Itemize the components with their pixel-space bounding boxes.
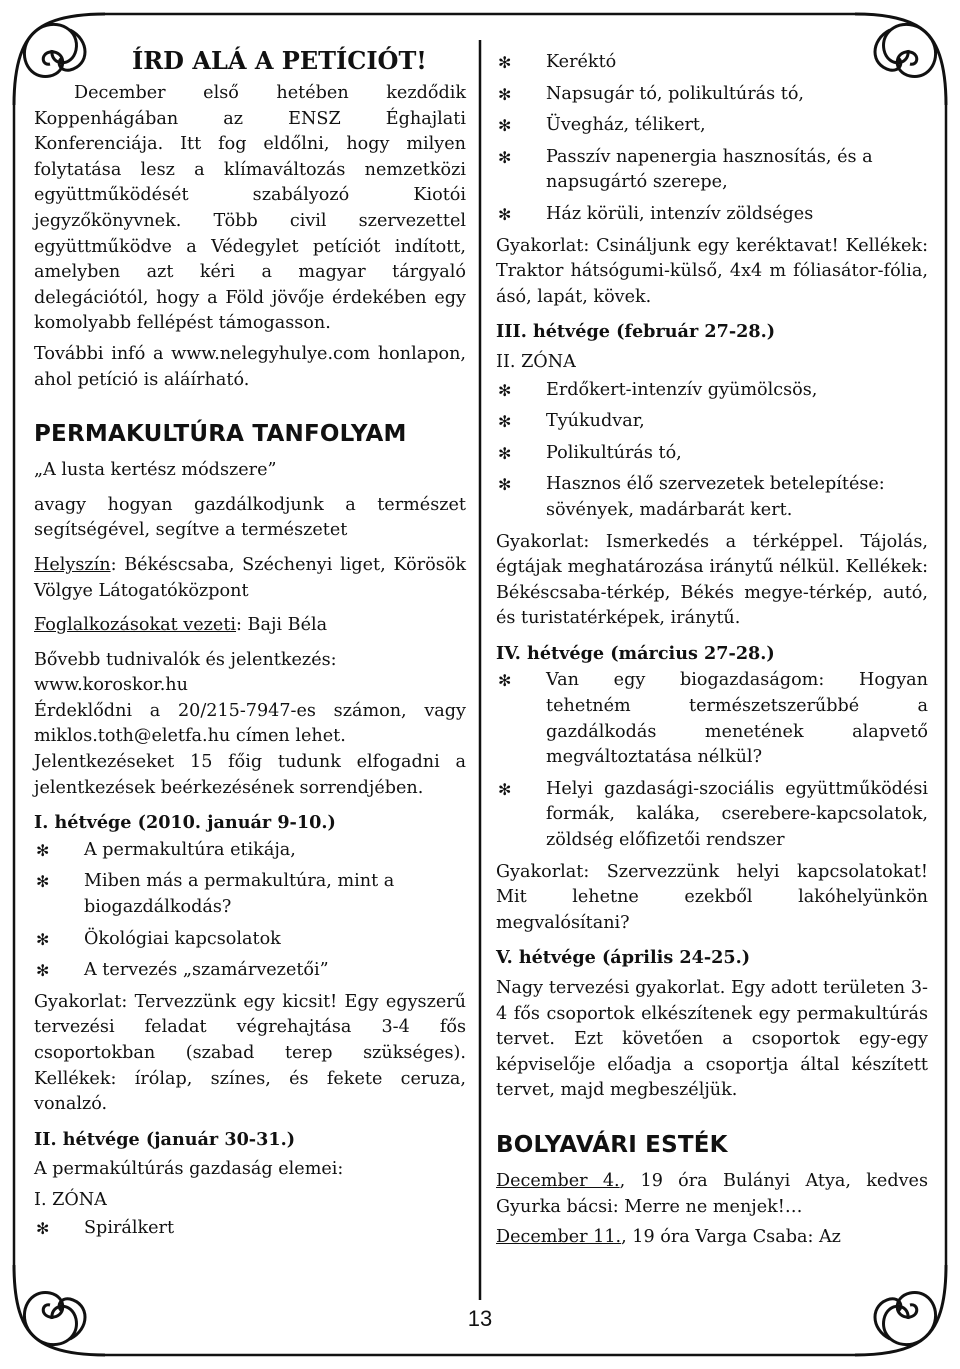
list-item: ✻ Üvegház, télikert, (496, 113, 928, 139)
list-item: ✻ A permakultúra etikája, (34, 838, 466, 864)
asterisk-bullet-icon: ✻ (36, 1218, 50, 1238)
weekend-2-intro: A permakúltúrás gazdaság elemei: (34, 1159, 344, 1180)
list-item: ✻ Spirálkert (34, 1216, 466, 1242)
weekend-4-title: IV. hétvége (március 27-28.) (496, 642, 775, 664)
weekend-4-practice: Gyakorlat: Szervezzünk helyi kapcsolatokat! Mit lehetne ezekből lakóhelyünkön megvalósítani? (496, 861, 928, 933)
location-value: : Békéscsaba, Széchenyi liget, Körösök Völgye Látogatóközpont (34, 554, 466, 601)
list-item: ✻ Tyúkudvar, (496, 409, 928, 435)
list-item: ✻ Van egy biogazdaságom: Hogyan tehetném természetszerűbbé a gazdálkodás menetének alapvető megváltoztatása nélkül? (498, 670, 928, 768)
list-item: ✻ Polikultúrás tó, (496, 441, 928, 467)
left-column (34, 46, 466, 1247)
leader-label: Foglalkozásokat vezeti (34, 615, 237, 636)
list-item: ✻ Hasznos élő szervezetek betelepítése: sövények, madárbarát kert. (498, 474, 885, 520)
weekend-3-title: III. hétvége (február 27-28.) (496, 321, 776, 343)
event-1-text: , 19 óra Bulányi Atya, kedves Gyurka bácsi: Merre ne menjek!… (496, 1170, 928, 1217)
asterisk-bullet-icon: ✻ (498, 671, 512, 691)
course-subtitle-2: avagy hogyan gazdálkodjunk a természet segítségével, segítve a természetet (34, 494, 466, 541)
list-item: ✻ Helyi gazdasági-szociális együttműködési formák, kaláka, cserebere-kapcsolatok, zöldség előfizetői rendszer (498, 778, 928, 851)
list-item: ✻ Passzív napenergia hasznosítás, és a napsugártó szerepe, (498, 146, 873, 193)
asterisk-bullet-icon: ✻ (498, 116, 512, 136)
asterisk-bullet-icon: ✻ (36, 961, 50, 981)
course-subtitle: „A lusta kertész módszere” (34, 460, 277, 481)
list-item: ✻ Napsugár tó, polikultúrás tó, (496, 82, 928, 108)
event-1-date: December 4. (496, 1170, 620, 1191)
list-item: ✻ Ház körüli, intenzív zöldséges (496, 202, 928, 228)
petition-more-info: További infó a www.nelegyhulye.com honlapon, ahol petíció is aláírható. (34, 343, 466, 390)
asterisk-bullet-icon: ✻ (498, 779, 512, 799)
weekend-5-title: V. hétvége (április 24-25.) (496, 947, 751, 969)
event-2-date: December 11. (496, 1227, 622, 1248)
list-item: ✻ Keréktó (496, 50, 928, 76)
course-location (34, 553, 466, 604)
list-item: ✻ Miben más a permakultúra, mint a biogazdálkodás? (36, 871, 395, 918)
petition-intro: December első hetében kezdődik Koppenhágában az ENSZ Éghajlati Konferenciája. Itt fog eldőlni, hogy milyen folytatása lesz a klímaváltozás nemzetközi együttműködését szabályozó Kiotói jegyzőkönyvnek. Több civil szervezettel együttműködve a Védegylet petíciót indított, amelyben azt kéri a magyar tárgyaló delegációtól, hogy a Föld jövője érdekében egy komolyabb fellépést támogasson. (34, 83, 466, 334)
asterisk-bullet-icon: ✻ (36, 872, 50, 892)
weekend-1-practice: Gyakorlat: Tervezzünk egy kicsit! Egy egyszerű tervezési feladat végrehajtása 3-4 fős csoportokban (szabad terep szükséges). Kellékek: írólap, színes, és fekete ceruza, vonalzó. (34, 991, 466, 1115)
asterisk-bullet-icon: ✻ (498, 412, 512, 432)
list-item: ✻ Ökológiai kapcsolatok (34, 927, 466, 953)
zone-1-label: I. ZÓNA (34, 1189, 107, 1210)
weekend-2-practice: Gyakorlat: Csináljunk egy keréktavat! Kellékek: Traktor hátsógumi-külső, 4x4 m fóliasátor-fólia, ásó, lapát, kövek. (496, 235, 928, 307)
list-item: ✻ Erdőkert-intenzív gyümölcsös, (496, 378, 928, 404)
more-info-label: Bővebb tudnivalók és jelentkezés: (34, 649, 337, 670)
zone-1-list (34, 1216, 466, 1242)
weekend-1-list (34, 838, 466, 984)
asterisk-bullet-icon: ✻ (498, 53, 512, 72)
events-heading: BOLYAVÁRI ESTÉK (496, 1131, 728, 1158)
weekend-5-text: Nagy tervezési gyakorlat. Egy adott területen 3-4 fős csoportok elkészítenek egy permakultúrás tervet. Ezt követően a csoportok egy-egy képviselője előadja a csoportja által készített tervet, majd megbeszéljük. (496, 978, 928, 1101)
list-item: ✻ A tervezés „szamárvezetői” (34, 958, 466, 984)
course-contact: Érdeklődni a 20/215-7947-es számon, vagy miklos.toth@eletfa.hu címen lehet. (34, 700, 466, 747)
asterisk-bullet-icon: ✻ (36, 929, 50, 949)
right-column (496, 48, 928, 1251)
asterisk-bullet-icon: ✻ (36, 840, 50, 860)
weekend-1-title: I. hétvége (2010. január 9-10.) (34, 812, 336, 834)
asterisk-bullet-icon: ✻ (498, 475, 512, 495)
location-label: Helyszín (34, 554, 111, 575)
petition-heading: ÍRD ALÁ A PETÍCIÓT! (132, 46, 427, 75)
asterisk-bullet-icon: ✻ (498, 380, 512, 400)
page-number: 13 (467, 1306, 493, 1331)
asterisk-bullet-icon: ✻ (498, 84, 512, 104)
zone-2-list (496, 378, 928, 524)
course-website: www.koroskor.hu (34, 675, 188, 696)
event-1 (496, 1169, 928, 1220)
leader-value: : Baji Béla (236, 615, 328, 636)
course-heading: PERMAKULTÚRA TANFOLYAM (34, 421, 407, 448)
weekend-3-practice: Gyakorlat: Ismerkedés a térképpel. Tájolás, égtájak meghatározása iránytű nélkül. Kellékek: Békéscsaba-térkép, Békés megye-térkép, autó, és turistatérképek, iránytű. (496, 531, 928, 629)
asterisk-bullet-icon: ✻ (498, 443, 512, 463)
asterisk-bullet-icon: ✻ (498, 147, 512, 167)
weekend-2-title: II. hétvége (január 30-31.) (34, 1128, 296, 1150)
event-2 (496, 1225, 928, 1251)
event-2-text: , 19 óra Varga Csaba: Az (621, 1227, 841, 1248)
course-leader (34, 613, 466, 639)
zone-1-list-continued (496, 50, 928, 228)
asterisk-bullet-icon: ✻ (498, 204, 512, 224)
weekend-4-list (496, 668, 928, 853)
course-deadline: Jelentkezéseket 15 főig tudunk elfogadni a jelentkezések beérkezésének sorrendjében. (34, 752, 466, 798)
zone-2-label: II. ZÓNA (496, 351, 576, 372)
